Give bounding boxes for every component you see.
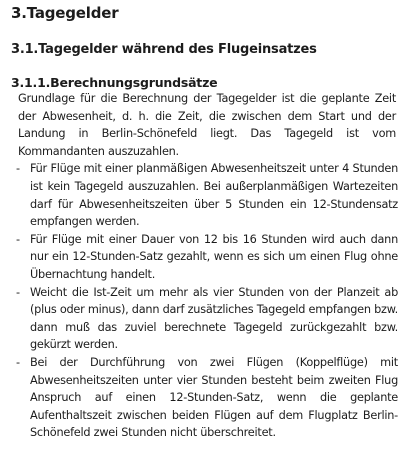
list-item-text: Für Flüge mit einer planmäßigen Abwesenheitszeit unter 4 Stunden ist kein Tagegeld auszuzahlen. Bei außerplanmäßigen Wartezeiten darf für Abwesenheitszeiten über 5 Stunden ein 12-Stundensatz empfangen werden. [30, 162, 398, 229]
subsubsection-heading: 3.1.1.Berechnungsgrundsätze [11, 75, 218, 90]
list-item-text: Bei der Durchführung von zwei Flügen (Koppelflüge) mit Abwesenheitszeiten unter vier Stunden besteht beim zweiten Flug Anspruch auf einen 12-Stunden-Satz, wenn die geplante Aufenthaltszeit zwischen beiden Flügen auf dem Flugplatz Berlin-Schönefeld zwei Stunden nicht überschreitet. [30, 355, 398, 440]
list-item-text: Für Flüge mit einer Dauer von 12 bis 16 Stunden wird auch dann nur ein 12-Stunden-Satz gezahlt, wenn es sich um einen Flug ohne Übernachtung handelt. [30, 232, 398, 281]
bullet-marker: - [16, 162, 20, 176]
list-item [16, 160, 398, 230]
bullet-marker: - [16, 355, 20, 369]
intro-paragraph: Grundlage für die Berechnung der Tagegelder ist die geplante Zeit der Abwesenheit, d. h. die Zeit, die zwischen dem Start und der Landung in Berlin-Schönefeld liegt. Das Tagegeld ist vom Kommandanten auszuzahlen. [18, 92, 396, 158]
list-item [16, 354, 398, 442]
list-item-text: Weicht die Ist-Zeit um mehr als vier Stunden von der Planzeit ab (plus oder minus), dann darf zusätzliches Tagegeld empfangen bzw. dann muß das zuviel berechnete Tagegeld zurückgezahlt bzw. gekürzt werden. [30, 285, 398, 352]
bullet-marker: - [16, 232, 20, 246]
bullet-marker: - [16, 285, 20, 299]
list-item [16, 231, 398, 284]
subsection-heading: 3.1.Tagegelder während des Flugeinsatzes [11, 42, 317, 57]
rules-list [8, 160, 402, 442]
section-heading: 3.Tagegelder [11, 4, 119, 22]
list-item [16, 284, 398, 354]
